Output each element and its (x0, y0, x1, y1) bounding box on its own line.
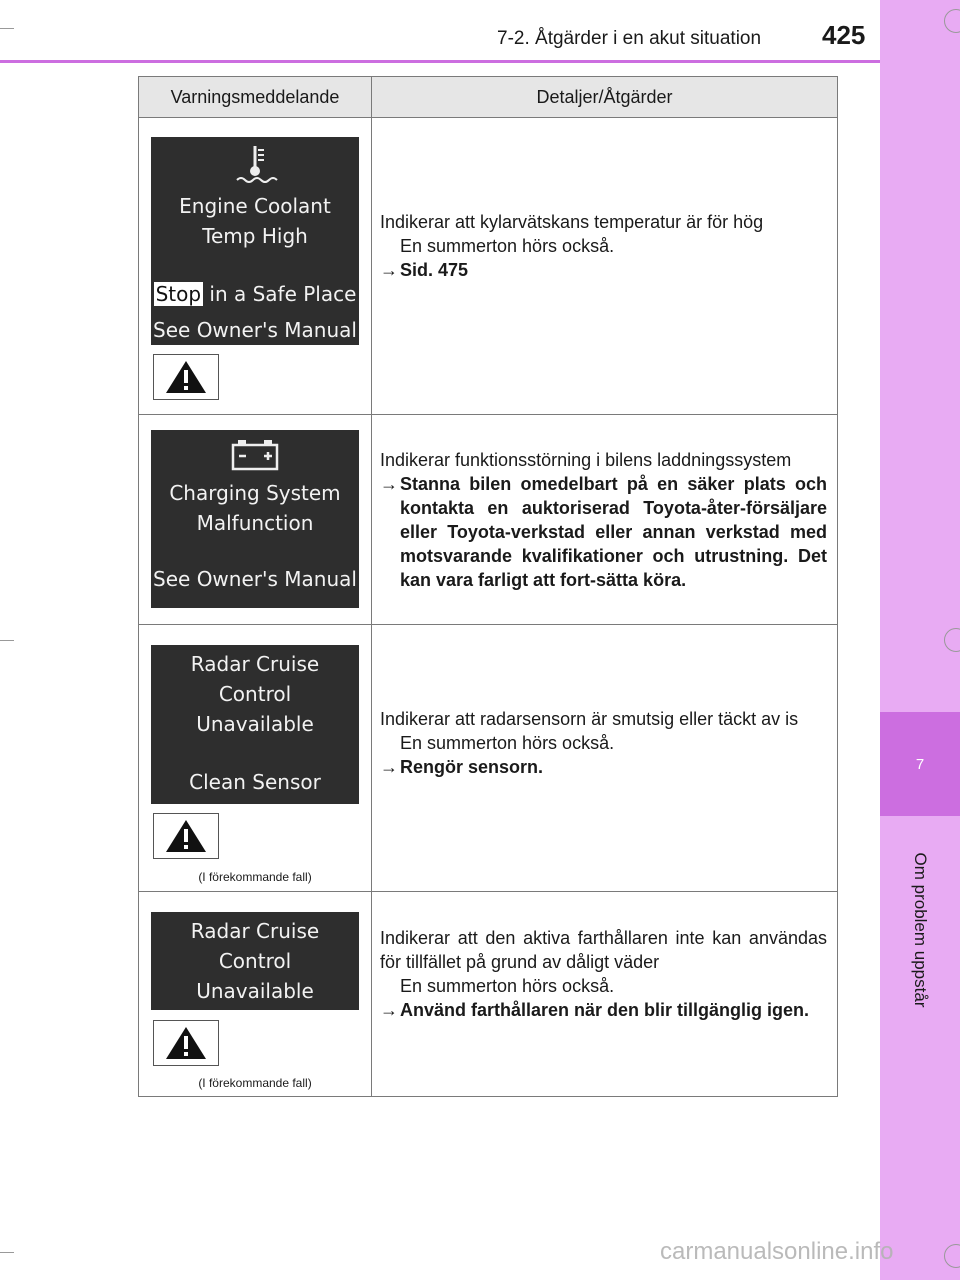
radar-sensor-warning-screen (151, 645, 359, 804)
warning-image-cell (139, 118, 372, 415)
screen-line: Radar Cruise (190, 652, 320, 676)
arrow-icon: → (380, 757, 398, 777)
detail-text: Indikerar att radarsensorn är smutsig eller täckt av is (380, 709, 799, 729)
charging-warning-screen (151, 430, 359, 608)
warning-triangle-icon (153, 1020, 219, 1066)
warning-triangle-icon (153, 813, 219, 859)
stop-highlight: Stop (155, 282, 202, 306)
battery-icon (151, 430, 359, 478)
detail-text: Indikerar att kylarvätskans temperatur är för hög (380, 212, 764, 232)
applicability-note: (I förekommande fall) (198, 870, 312, 884)
warning-image-cell (139, 892, 372, 1097)
screen-line: Temp High (202, 224, 308, 248)
warning-table (138, 76, 838, 1097)
table-row (139, 415, 838, 625)
detail-extra-text: En summerton hörs också. (400, 236, 615, 256)
screen-line: Unavailable (196, 712, 314, 736)
coolant-warning-screen (151, 137, 359, 345)
screen-line: Control (218, 682, 292, 706)
action-text (380, 998, 827, 1022)
warning-detail-cell (372, 892, 838, 1097)
page-number: 425 (822, 20, 866, 50)
warning-detail-cell (372, 415, 838, 625)
screen-line-text: in a Safe Place (209, 282, 357, 306)
detail-text: Indikerar funktionsstörning i bilens laddningssystem (380, 449, 792, 470)
crop-mark (0, 1252, 14, 1253)
screen-line: Engine Coolant (179, 194, 331, 218)
screen-line (151, 279, 359, 309)
screen-line: Clean Sensor (189, 770, 321, 794)
crop-mark (0, 28, 14, 29)
chapter-number: 7 (880, 712, 960, 816)
header-rule (0, 60, 880, 63)
action-instruction: Rengör sensorn. (400, 757, 544, 777)
screen-line: See Owner's Manual (153, 318, 357, 342)
table-row (139, 892, 838, 1097)
action-instruction: Stanna bilen omedelbart på en säker plats och kontakta en auktoriserad Toyota-åter-försäljare eller Toyota-verkstad eller annan verkstad med motsvarande kvalifikationer och utrustning. Det kan vara farligt att fort-sätta köra. (400, 473, 827, 590)
warning-detail-cell (372, 118, 838, 415)
table-header-row (139, 77, 838, 118)
screen-line: See Owner's Manual (153, 567, 357, 591)
crop-mark (0, 640, 14, 641)
action-link[interactable]: Sid. 475 (400, 260, 469, 280)
column-header-details: Detaljer/Åtgärder (372, 77, 838, 118)
detail-extra-text: En summerton hörs också. (400, 733, 615, 753)
warning-image-cell (139, 415, 372, 625)
detail-extra-text: En summerton hörs också. (400, 976, 615, 996)
action-text (380, 755, 827, 779)
warning-image-cell (139, 625, 372, 892)
screen-line: Radar Cruise (190, 919, 320, 943)
chapter-label: Om problem uppstår (911, 852, 930, 1008)
column-header-message: Varningsmeddelande (139, 77, 372, 118)
screen-line: Charging System (169, 481, 341, 505)
radar-unavailable-warning-screen (151, 912, 359, 1010)
applicability-note: (I förekommande fall) (198, 1076, 312, 1090)
screen-line: Unavailable (196, 979, 314, 1003)
action-text (380, 258, 827, 282)
thermometer-icon (151, 137, 359, 191)
arrow-icon: → (380, 473, 398, 494)
screen-line: Malfunction (196, 511, 314, 535)
table-row (139, 625, 838, 892)
screen-line: Control (218, 949, 292, 973)
section-title: 7-2. Åtgärder i en akut situation (497, 28, 762, 49)
watermark: carmanualsonline.info (660, 1238, 894, 1265)
warning-detail-cell (372, 625, 838, 892)
table-row (139, 118, 838, 415)
arrow-icon: → (380, 1000, 398, 1020)
action-text (380, 472, 827, 592)
arrow-icon: → (380, 260, 398, 280)
warning-triangle-icon (153, 354, 219, 400)
action-instruction: Använd farthållaren när den blir tillgänglig igen. (400, 1000, 810, 1020)
detail-text: Indikerar att den aktiva farthållaren inte kan användas för tillfället på grund av dåligt väder (380, 928, 827, 972)
